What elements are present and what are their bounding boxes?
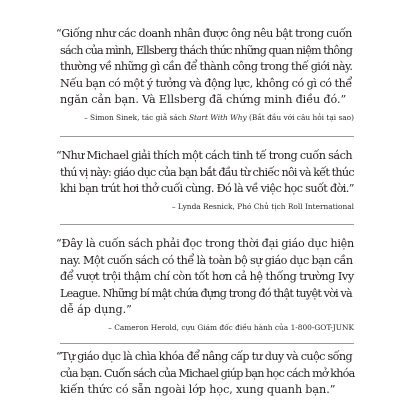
attribution-note: (Bắt đầu với câu hỏi tại sao) [246, 112, 354, 122]
quote-line: thú vị này: giáo dục của bạn bắt đầu từ chiếc nôi và kết thúc [60, 165, 354, 179]
quote-attribution [60, 202, 354, 212]
quote-text [56, 349, 355, 399]
quote-block-4 [56, 349, 355, 399]
quote-line: khi bạn trút hơi thở cuối cùng. Đó là về việc học suốt đời.” [60, 182, 354, 196]
quote-block-2 [56, 148, 354, 212]
attribution-author: – Lynda Resnick, Phó Chủ tịch Roll International [171, 201, 354, 211]
quote-line: thường về những gì cần để thành công trong thế giới này. [60, 60, 353, 74]
quote-line: của bạn. Cuốn sách của Michael giúp bạn học cách mở khóa [60, 366, 355, 380]
quote-attribution [60, 113, 354, 123]
book-page [56, 0, 355, 400]
divider [60, 224, 354, 225]
quote-attribution [60, 323, 354, 333]
attribution-book-title: Start With Why [188, 112, 247, 122]
quote-line: sách của mình, Ellsberg thách thức những quan niệm thông [60, 43, 353, 57]
quote-text [56, 26, 354, 109]
attribution-author: – Cameron Herold, cựu Giám đốc điều hành của 1-800-GOT-JUNK [108, 322, 354, 332]
quote-line: League. Những bí mật chứa đựng trong đó thật tuyệt vời và [60, 286, 352, 300]
quote-line: dễ áp dụng.” [60, 303, 132, 317]
quote-line: ngăn cản bạn. Và Ellsberg đã chứng minh điều đó.” [60, 93, 347, 107]
quote-text [56, 236, 354, 319]
quote-line: nay. Một cuốn sách có thể là toàn bộ sự giáo dục bạn cần [60, 253, 353, 267]
divider [60, 343, 354, 344]
quote-block-3 [56, 236, 354, 333]
quote-line: “Tự giáo dục là chìa khóa để nâng cấp tư duy và cuộc sống [56, 350, 353, 363]
quote-text [56, 148, 354, 198]
attribution-author: – Simon Sinek, tác giả sách [84, 112, 189, 122]
quote-line: “Giống như các doanh nhân được ông nêu bật trong cuốn [56, 27, 352, 40]
quote-line: để vượt trội thậm chí còn tốt hơn cả hệ thống trường Ivy [60, 270, 354, 284]
quote-line: “Đây là cuốn sách phải đọc trong thời đại giáo dục hiện [56, 237, 354, 250]
quote-line: Nếu bạn có một ý tưởng và động lực, không có gì có thể [60, 76, 352, 90]
quote-block-1 [56, 26, 354, 123]
quote-line: “Như Michael giải thích một cách tinh tế trong cuốn sách [56, 149, 353, 162]
quote-line: kiến thức có sẵn ngoài lớp học, xung quanh bạn.” [60, 383, 336, 397]
divider [60, 136, 354, 137]
